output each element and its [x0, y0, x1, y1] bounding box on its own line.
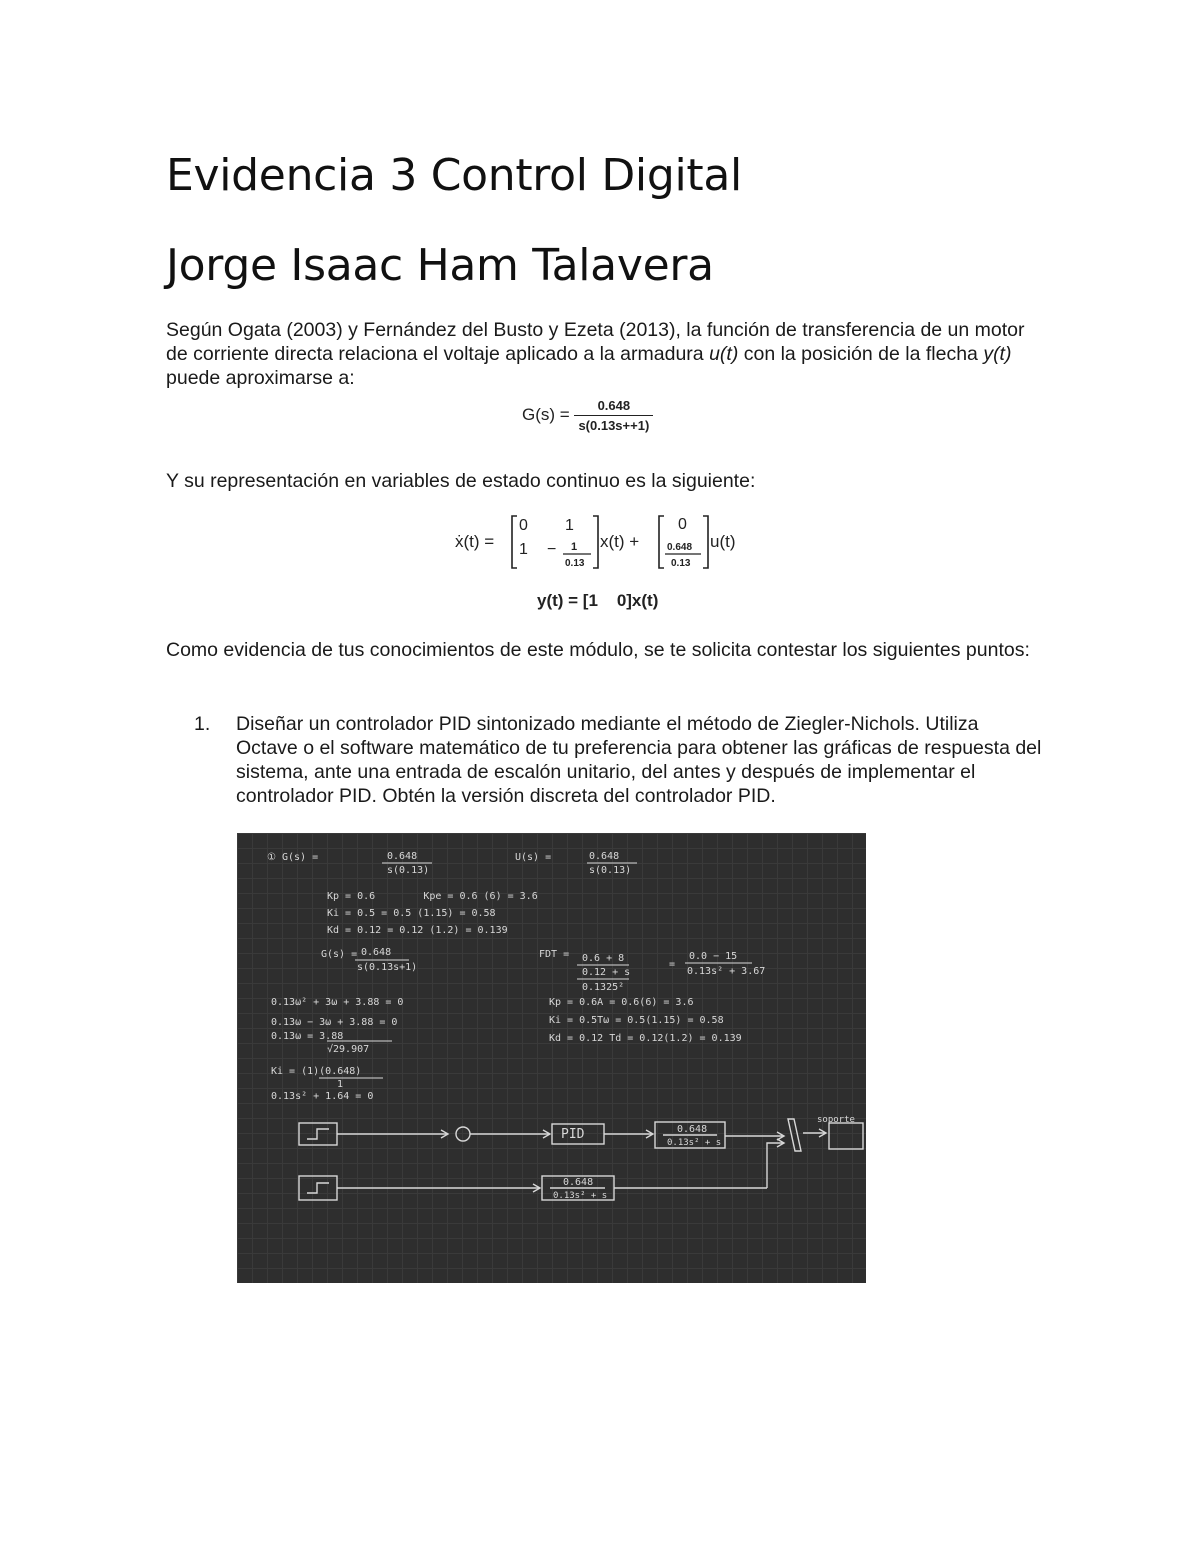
output-equation: y(t) = [1 0]x(t) [537, 591, 659, 610]
plant-block-num: 0.648 [677, 1124, 708, 1135]
note-r1: Kp = 0.6A = 0.6(6) = 3.6 [549, 997, 694, 1008]
a22-sign: − [547, 541, 557, 558]
scope-label: soporte [817, 1115, 855, 1125]
request-paragraph: Como evidencia de tus conocimientos de este módulo, se te solicita contestar los siguientes puntos: [166, 639, 1030, 661]
intro-text-c: puede aproximarse a: [166, 367, 355, 389]
note-g1-num: 0.648 [387, 851, 418, 862]
note-fdt-eq: = [669, 959, 676, 970]
transfer-fraction [574, 398, 653, 433]
intro-y: y(t) [983, 343, 1012, 365]
intro-paragraph [166, 318, 1046, 390]
note-l3b: √29.907 [327, 1044, 370, 1055]
note-ki2: Ki = (1)(0.648) [271, 1066, 362, 1077]
note-fdt-mid: 0.12 + s [582, 967, 631, 978]
note-l2: 0.13ω − 3ω + 3.88 = 0 [271, 1017, 398, 1028]
b2-den: 0.13 [671, 558, 691, 569]
note-kp: Kp = 0.6 Kpe = 0.6 (6) = 3.6 [327, 891, 538, 902]
open-loop-block-den: 0.13s² + s [553, 1191, 608, 1201]
note-l4: 0.13s² + 1.64 = 0 [271, 1091, 374, 1102]
x-label: x(t) + [600, 532, 640, 551]
item-number: 1. [194, 713, 211, 735]
state-equation-graphic [455, 512, 785, 572]
b2-num: 0.648 [667, 542, 693, 553]
transfer-den: s(0.13s++1) [578, 418, 650, 433]
note-ki: Ki = 0.5 = 0.5 (1.15) = 0.58 [327, 908, 496, 919]
note-g1: ① G(s) = [267, 852, 319, 863]
author-name: Jorge Isaac Ham Talavera [166, 240, 714, 291]
a12: 1 [565, 517, 574, 534]
transfer-lhs: G(s) = [522, 404, 570, 424]
note-fdt: FDT = [539, 949, 570, 960]
open-loop-block-num: 0.648 [563, 1177, 594, 1188]
note-g2: G(s) = [321, 949, 358, 960]
a22-num: 1 [571, 541, 578, 553]
intro-u: u(t) [709, 343, 739, 365]
document-title: Evidencia 3 Control Digital [166, 150, 742, 201]
notes-drawing [237, 833, 866, 1283]
a21: 1 [519, 541, 528, 558]
note-kd: Kd = 0.12 = 0.12 (1.2) = 0.139 [327, 925, 508, 936]
note-fdt-rnum: 0.0 − 15 [689, 951, 738, 962]
state-intro: Y su representación en variables de estado continuo es la siguiente: [166, 470, 756, 492]
u-label: u(t) [710, 532, 736, 551]
state-equation [455, 512, 785, 572]
b1: 0 [678, 516, 687, 533]
a11: 0 [519, 517, 528, 534]
note-r2: Ki = 0.5Tω = 0.5(1.15) = 0.58 [549, 1015, 724, 1026]
note-fdt-num: 0.6 + 8 [582, 953, 625, 964]
transfer-function [522, 398, 653, 433]
transfer-num: 0.648 [574, 398, 653, 416]
handwritten-notes-image [237, 833, 866, 1283]
intro-text-a: Según Ogata (2003) y Fernández del Busto y Ezeta (2013), la función de transferencia de un motor de corriente directa relaciona el voltaje aplicado a la armadura [166, 319, 1025, 365]
note-fdt-rden: 0.13s² + 3.67 [687, 966, 766, 977]
note-g2-num: 0.648 [361, 947, 392, 958]
note-l3a: 0.13ω = 3.88 [271, 1031, 344, 1042]
note-fdt-den: 0.1325² [582, 982, 625, 993]
a22-den: 0.13 [565, 558, 585, 569]
intro-text-b: con la posición de la flecha [738, 343, 984, 365]
note-ki2-den: 1 [337, 1079, 344, 1090]
note-u: U(s) = [515, 852, 552, 863]
plant-block-den: 0.13s² + s [667, 1138, 722, 1148]
pid-block-label: PID [561, 1127, 585, 1142]
xdot-label: ẋ(t) = [455, 532, 495, 551]
note-g1-den: s(0.13) [387, 865, 430, 876]
task-list [194, 712, 1044, 808]
note-u-den: s(0.13) [589, 865, 632, 876]
note-l1: 0.13ω² + 3ω + 3.88 = 0 [271, 997, 404, 1008]
note-u-num: 0.648 [589, 851, 620, 862]
note-g2-den: s(0.13s+1) [357, 962, 418, 973]
item-text: Diseñar un controlador PID sintonizado mediante el método de Ziegler-Nichols. Utiliza Octave o el software matemático de tu preferencia para obtener las gráficas de respuesta del sistema, ante una entrada de escalón unitario, del antes y después de implementar el controlador PID. Obtén la versión discreta del controlador PID. [236, 713, 1042, 807]
note-r3: Kd = 0.12 Td = 0.12(1.2) = 0.139 [549, 1033, 742, 1044]
